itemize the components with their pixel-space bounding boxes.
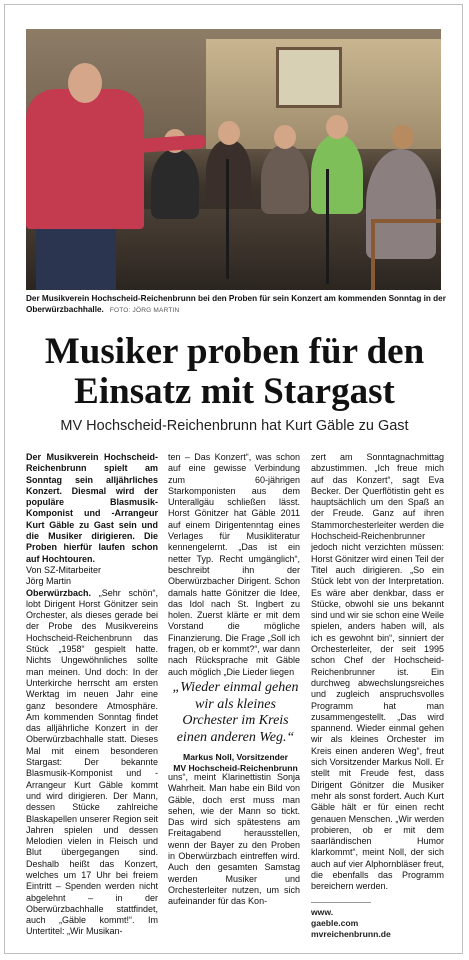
dateline: Oberwürzbach. [26, 587, 92, 598]
conductor-legs [36, 224, 116, 290]
musician-figure [151, 149, 199, 219]
music-stand [326, 169, 329, 284]
pull-quote [168, 680, 303, 773]
web-prefix: www. [311, 907, 334, 917]
author-line-1: Von SZ-Mitarbeiter [26, 564, 102, 575]
article-body-1 [26, 588, 158, 938]
article-text-2b: uns“, meint Klarinettistin Sonja Wahrheit. Man habe ein Bild von Gäble, doch erst muss man sehen, wie der Mann so tickt. Das wird sich spätestens am Freitagabend herausstellen, wenn der Bayer zu den Proben in Oberwürzbach eintreffen wird. Auch den gesamten Samstag werden Musiker und Orchesterleiter nutzen, um sich aufeinander für das Kon- [168, 772, 300, 907]
pull-quote-org: MV Hochscheid-Reichenbrunn [173, 762, 298, 773]
article-column-2b [168, 772, 300, 908]
musician-head [392, 125, 414, 149]
pull-quote-author [168, 752, 303, 773]
musician-figure [311, 134, 363, 214]
article-text-2a: ten – Das Konzert“, was schon auf eine gewisse Verbindung zum 60-jährigen Starkomponisten aus dem Unterallgäu schließen lässt. Horst Gönitzer hat Gäble 2011 auf einem Dirigentenntag eines Verlages für Musikliteratur kennengelernt. „Das ist ein netter Typ. Recht umgänglich“, beschreibt ihn der Oberwürzbacher Dirigent. Schon damals hatte Gönitzer die Idee, das Idol nach St. Ingbert zu holen. Zuerst klärte er mit dem Vorstand die mögliche Finanzierung. Die Frage „Soll ich fragen, ob er kommt?“, war dann nach Rücksprache mit Gäble auch möglich „Die Lieder liegen [168, 452, 300, 677]
article-column-2 [168, 452, 300, 678]
author-line-2: Jörg Martin [26, 576, 72, 587]
article-text-3: zert am Sonntagnachmittag abzustimmen. „Ich freue mich auf das Konzert“, sagt Eva Becker. Der Querflötistin geht es hauptsächlich um den Spaß an der Freude. Ganz auf ihren Stammorchesterleiter werden die Hochscheid-Reichenbrunner jedoch nicht verzichten müssen: Horst Gönitzer wird einen Teil der Titel auch dirigieren. „So ein Stück lebt von der Interpretation. Es wäre aber denkbar, dass er Stücke, obwohl sie uns bekannt sind und wir sie schon eine Weile spielen, anders haben will, als ich es gewohnt bin“, sinniert der Orchesterleiter, der seit 1995 schon Chef der Hochscheid-Reichenbrunner ist. Ein durchweg abwechslungsreiches und zugleich anspruchsvolles Programm hat man zusammengestellt. „Das wird spannend. Wieder einmal gehen wir als kleines Orchester im Kreis einen anderen Weg“, freut sich Vorsitzender Markus Noll. Er stellt mit Freude fest, dass Dirigent Gönitzer die Musiker mehr als sonst fordert. Auch Kurt Gäble hält er für einen recht genauen Menschen. „Wir werden probieren, ob er mit dem saarländischen Humor klarkommt“, meint Noll, der sich auch auf vier Alphornbläser freut, die ebenfalls das Programm bereichern werden. [311, 452, 444, 892]
conductor-head [68, 63, 102, 103]
headline-line-2: Einsatz mit Stargast [74, 371, 395, 412]
musician-figure [261, 144, 309, 214]
musician-head [274, 125, 296, 149]
web-link-2[interactable]: mvreichenbrunn.de [311, 929, 391, 939]
pull-quote-text: „Wieder einmal gehen wir als kleines Orchester im Kreis einen anderen Weg.“ [172, 680, 299, 745]
web-link-1[interactable]: gaeble.com [311, 918, 359, 928]
photo-credit: FOTO: JÖRG MARTIN [109, 306, 180, 314]
musician-head [218, 121, 240, 145]
headline-line-1: Musiker proben für den [44, 331, 425, 372]
photo-caption [26, 294, 446, 316]
article-column-1 [26, 452, 158, 938]
chair [371, 219, 441, 290]
caption-text: Der Musikverein Hochscheid-Reichenbrunn bei den Proben für sein Konzert am kommenden Sonntag in der Oberwürzbachhalle. [26, 294, 446, 314]
article-text-1: „Sehr schön“, lobt Dirigent Horst Gönitzer sein Orchester, als dieses gerade bei der Probe des Musikvereins Hochscheid-Reichenbrunn das Stück „1958“ gespielt hatte. Nichts Ungewöhnliches sollte man meinen. Und doch: In der Unterkirche herrscht am ersten Werktag im neuen Jahr eine ganz besondere Atmosphäre. Am kommenden Sonntag findet das alljährliche Konzert in der Oberwürzbachhalle statt. Dieses Mal mit einem besonderen Stargast: Der bekannte Blasmusik-Komponist und -Arrangeur Kurt Gäble kommt und wird dirigieren. Der Mann, dessen Stücke zahlreiche Blaskapellen unserer Region seit Jahren spielen und dessen Melodien vielen in Fleisch und Blut übergegangen sind. Deshalb heißt das Konzert, welches um 17 Uhr bei freiem Eintritt – Spenden werden nicht abgelehnt – in der Oberwürzbachhalle stattfindet, auch „Gäble kommt!“. Im Untertitel: „Wir Musikan- [26, 587, 158, 937]
music-stand [226, 159, 229, 279]
photo-window [276, 47, 342, 108]
pull-quote-name: Markus Noll, Vorsitzender [183, 752, 288, 762]
article-column-3 [311, 452, 444, 893]
web-divider [311, 902, 371, 903]
article-photo [26, 29, 441, 290]
conductor-figure [26, 89, 144, 229]
headline [10, 332, 459, 412]
article-lead: Der Musikverein Hochscheid-Reichenbrunn spielt am Sonntag sein alljährliches Konzert. Diesmal wird der populäre Blasmusik-Komponist und -Arrangeur Kurt Gäble zu Gast sein und die Musiker dirigieren. Die Proben hierfür laufen schon auf Hochtouren. [26, 452, 158, 564]
musician-head [326, 115, 348, 139]
web-links [311, 907, 444, 940]
subheadline: MV Hochscheid-Reichenbrunn hat Kurt Gäble zu Gast [60, 418, 409, 434]
